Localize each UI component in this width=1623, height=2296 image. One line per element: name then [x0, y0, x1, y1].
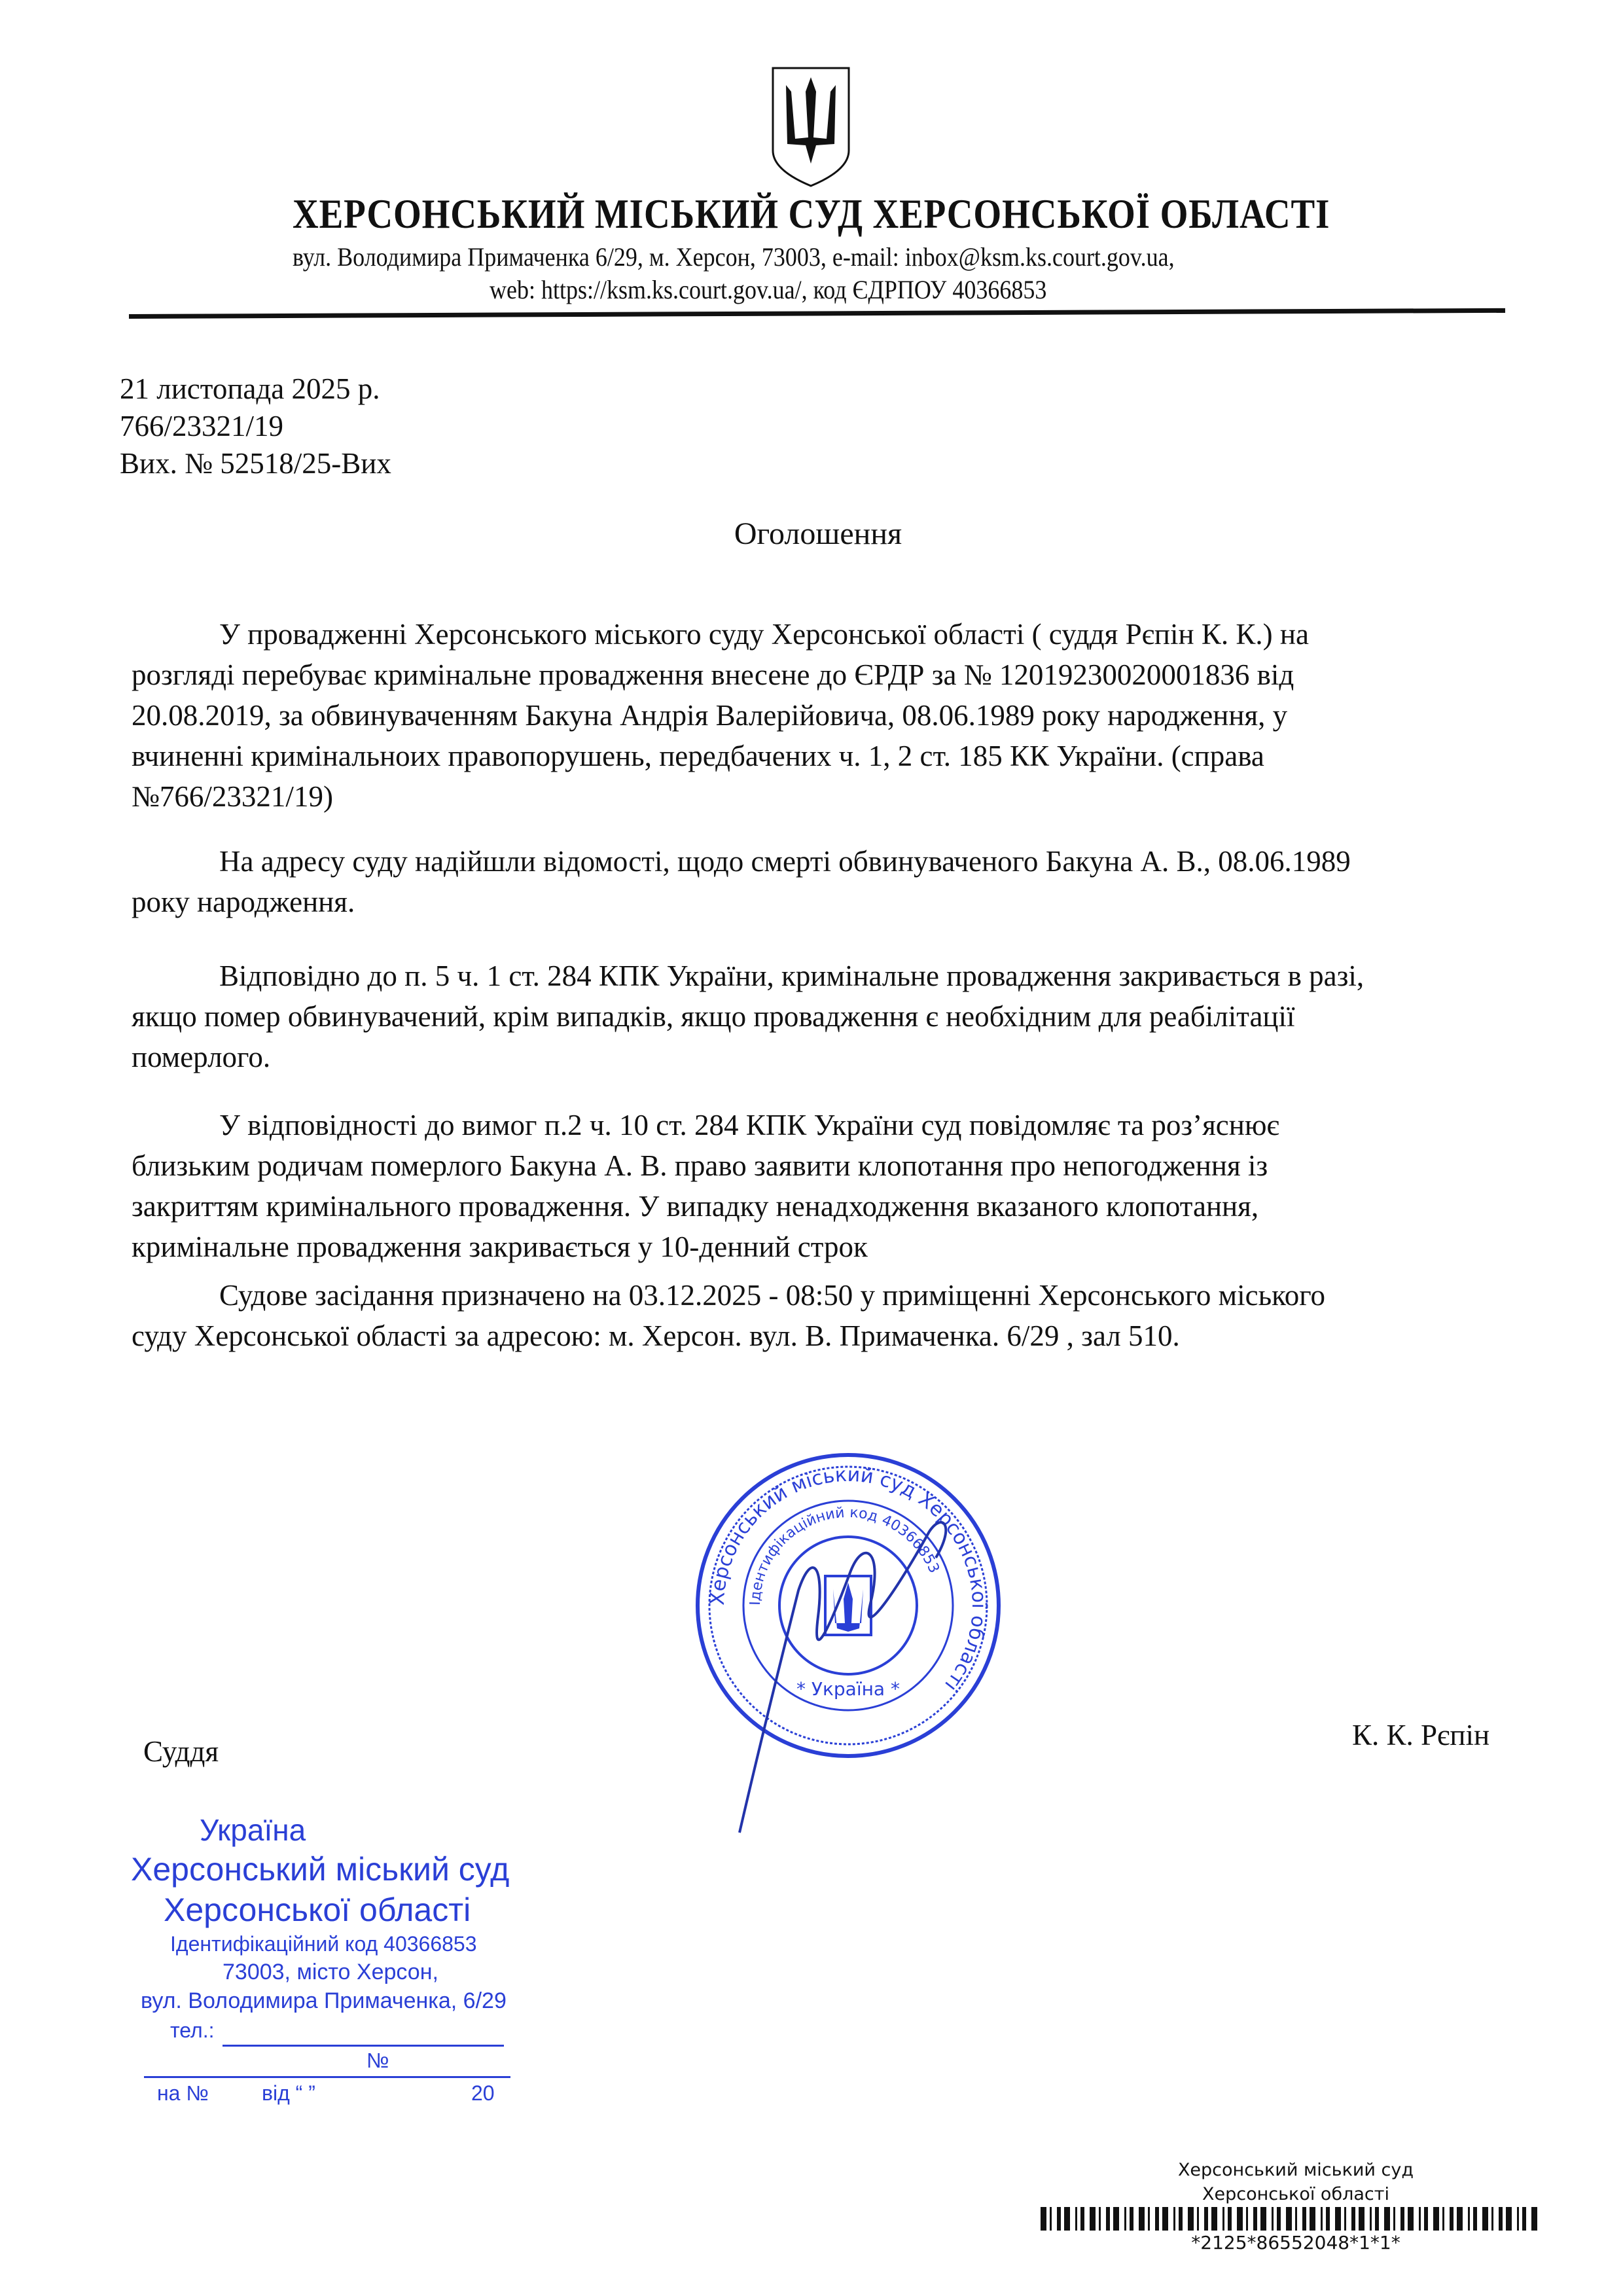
text-line: суду Херсонської області за адресою: м. Херсон. вул. В. Примаченка. 6/29 , зал 510.	[132, 1319, 1180, 1352]
text-line: У відповідності до вимог п.2 ч. 10 ст. 284 КПК України суд повідомляє та роз’яснює	[219, 1109, 1279, 1141]
barcode-bar	[1246, 2207, 1248, 2231]
text-line: розгляді перебуває кримінальне провадження внесене до ЄРДР за № 12019230020001836 від	[132, 658, 1294, 691]
seal-outer-text: Херсонський міський суд Херсонської області	[705, 1463, 991, 1696]
text-line: року народження.	[132, 886, 355, 918]
barcode-bar	[1237, 2207, 1243, 2231]
barcode-bar	[1090, 2207, 1096, 2231]
barcode-bar	[1162, 2207, 1168, 2231]
barcode-bar	[1384, 2207, 1390, 2231]
barcode-bar	[1260, 2207, 1266, 2231]
stamp-tel: тел.:	[170, 2018, 215, 2042]
paragraph	[132, 841, 1480, 922]
barcode-bar	[1335, 2207, 1341, 2231]
barcode-bar	[1295, 2207, 1297, 2231]
stamp-line: вул. Володимира Примаченка, 6/29	[141, 1988, 507, 2013]
text-line: кримінальне провадження закривається у 10-денний строк	[132, 1230, 868, 1263]
trident-emblem-icon	[770, 65, 851, 187]
barcode-bar	[1211, 2207, 1217, 2231]
seal-inner-text: Ідентифікаційний код 40366853	[747, 1504, 942, 1606]
judge-name: К. К. Рєпін	[1352, 1719, 1490, 1751]
barcode-bar	[1057, 2207, 1061, 2231]
barcode-bar	[1155, 2207, 1159, 2231]
court-address: вул. Володимира Примаченка 6/29, м. Херсон, 73003, e-mail: inbox@ksm.ks.court.gov.ua,	[293, 242, 1175, 272]
stamp-line: Україна	[200, 1813, 306, 1847]
barcode-bar	[1064, 2207, 1070, 2231]
barcode-bar	[1139, 2207, 1145, 2231]
barcode-org-line1: Херсонський міський суд	[1177, 2160, 1414, 2180]
barcode-bar	[1370, 2207, 1372, 2231]
stamp-year: 20	[471, 2081, 495, 2105]
barcode-bar	[1106, 2207, 1110, 2231]
barcode-bar	[1302, 2207, 1306, 2231]
text-line: вчиненні кримінальноих правопорушень, передбачених ч. 1, 2 ст. 185 КК України. (справа	[132, 740, 1264, 772]
barcode-bar	[1179, 2207, 1183, 2231]
text-line: У провадженні Херсонського міського суду Херсонської області ( суддя Рєпін К. К.) на	[219, 618, 1309, 651]
barcode-bar	[1228, 2207, 1232, 2231]
stamp-vid: від “ ”	[262, 2081, 315, 2105]
barcode-bar	[1393, 2207, 1395, 2231]
barcode-bar	[1419, 2207, 1421, 2231]
barcode-bar	[1173, 2207, 1175, 2231]
barcode-bar	[1433, 2207, 1439, 2231]
barcode-bar	[1148, 2207, 1150, 2231]
header-divider	[129, 308, 1505, 319]
barcode-bar	[1482, 2207, 1488, 2231]
case-number: 766/23321/19	[120, 410, 284, 442]
stamp-line: 73003, місто Херсон,	[223, 1960, 438, 1984]
text-line: 20.08.2019, за обвинуваченням Бакуна Андрія Валерійовича, 08.06.1989 року народження, у	[132, 699, 1288, 732]
barcode-bar	[1277, 2207, 1281, 2231]
text-line: якщо помер обвинувачений, крім випадків, якщо провадження є необхідним для реабілітації	[132, 1000, 1295, 1033]
barcode-org-line2: Херсонської області	[1202, 2184, 1389, 2204]
stamp-no: №	[366, 2049, 389, 2072]
stamp-line: Ідентифікаційний код 40366853	[170, 1932, 477, 1956]
text-line: померлого.	[132, 1041, 271, 1073]
signature-label: Суддя	[143, 1735, 219, 1768]
stamp-line: Херсонський міський суд	[131, 1851, 510, 1888]
barcode-bar	[1099, 2207, 1101, 2231]
paragraph	[132, 956, 1480, 1077]
stamp-line: Херсонської області	[164, 1892, 471, 1928]
handwritten-signature	[720, 1473, 995, 1839]
text-line: близьким родичам померлого Бакуна А. В. право заявити клопотання про непогодження із	[132, 1149, 1268, 1182]
seal-bottom-text: * Україна *	[796, 1678, 900, 1700]
paragraph	[132, 1105, 1480, 1267]
barcode-bar	[1400, 2207, 1404, 2231]
paragraph	[132, 614, 1480, 817]
barcode-bar	[1499, 2207, 1503, 2231]
barcode-bar	[1326, 2207, 1330, 2231]
barcode-bar	[1321, 2207, 1323, 2231]
barcode-bar	[1222, 2207, 1224, 2231]
barcode-code: *2125*86552048*1*1*	[1191, 2232, 1400, 2253]
barcode-bar	[1130, 2207, 1133, 2231]
text-line: Судове засідання призначено на 03.12.2025 - 08:50 у приміщенні Херсонського міського	[219, 1279, 1326, 1312]
barcode-bar	[1188, 2207, 1194, 2231]
barcode-bar	[1457, 2207, 1463, 2231]
barcode-bar	[1344, 2207, 1346, 2231]
barcode-bar	[1468, 2207, 1470, 2231]
barcode-bar	[1124, 2207, 1126, 2231]
barcode-bar	[1272, 2207, 1274, 2231]
barcode-bar	[1408, 2207, 1414, 2231]
barcode-bar	[1506, 2207, 1512, 2231]
barcode-bar	[1310, 2207, 1315, 2231]
court-title: ХЕРСОНСЬКИЙ МІСЬКИЙ СУД ХЕРСОНСЬКОЇ ОБЛАСТІ	[293, 190, 1330, 237]
barcode-bar	[1442, 2207, 1444, 2231]
barcode-bar	[1450, 2207, 1454, 2231]
barcode-bar	[1197, 2207, 1199, 2231]
barcode-bar	[1113, 2207, 1119, 2231]
paragraph	[132, 1275, 1480, 1356]
barcode-bar	[1424, 2207, 1428, 2231]
barcode-bar	[1286, 2207, 1292, 2231]
barcode-bar	[1491, 2207, 1493, 2231]
text-line: Відповідно до п. 5 ч. 1 ст. 284 КПК України, кримінальне провадження закривається в разі,	[219, 960, 1364, 992]
document-heading: Оголошення	[734, 516, 902, 551]
outgoing-number: Вих. № 52518/25-Вих	[120, 447, 391, 480]
barcode-bar	[1375, 2207, 1379, 2231]
stamp-na-no: на №	[157, 2081, 209, 2105]
barcode-bar	[1531, 2207, 1537, 2231]
barcode-bar	[1050, 2207, 1052, 2231]
barcode-bar	[1075, 2207, 1077, 2231]
text-line: закриттям кримінального провадження. У випадку ненадходження вказаного клопотання,	[132, 1190, 1259, 1223]
document-date: 21 листопада 2025 р.	[120, 372, 380, 405]
barcode-bar	[1041, 2207, 1046, 2231]
barcode-bar	[1359, 2207, 1364, 2231]
document-barcode	[1041, 2207, 1541, 2231]
court-web-and-code: web: https://ksm.ks.court.gov.ua/, код ЄДРПОУ 40366853	[490, 275, 1047, 304]
barcode-bar	[1517, 2207, 1519, 2231]
barcode-bar	[1351, 2207, 1355, 2231]
text-line: На адресу суду надійшли відомості, щодо смерті обвинуваченого Бакуна А. В., 08.06.1989	[219, 845, 1351, 878]
barcode-bar	[1473, 2207, 1477, 2231]
barcode-bar	[1080, 2207, 1084, 2231]
barcode-bar	[1522, 2207, 1526, 2231]
barcode-bar	[1204, 2207, 1208, 2231]
registration-stamp	[131, 1813, 602, 2121]
barcode-bar	[1253, 2207, 1257, 2231]
text-line: №766/23321/19)	[132, 780, 333, 813]
